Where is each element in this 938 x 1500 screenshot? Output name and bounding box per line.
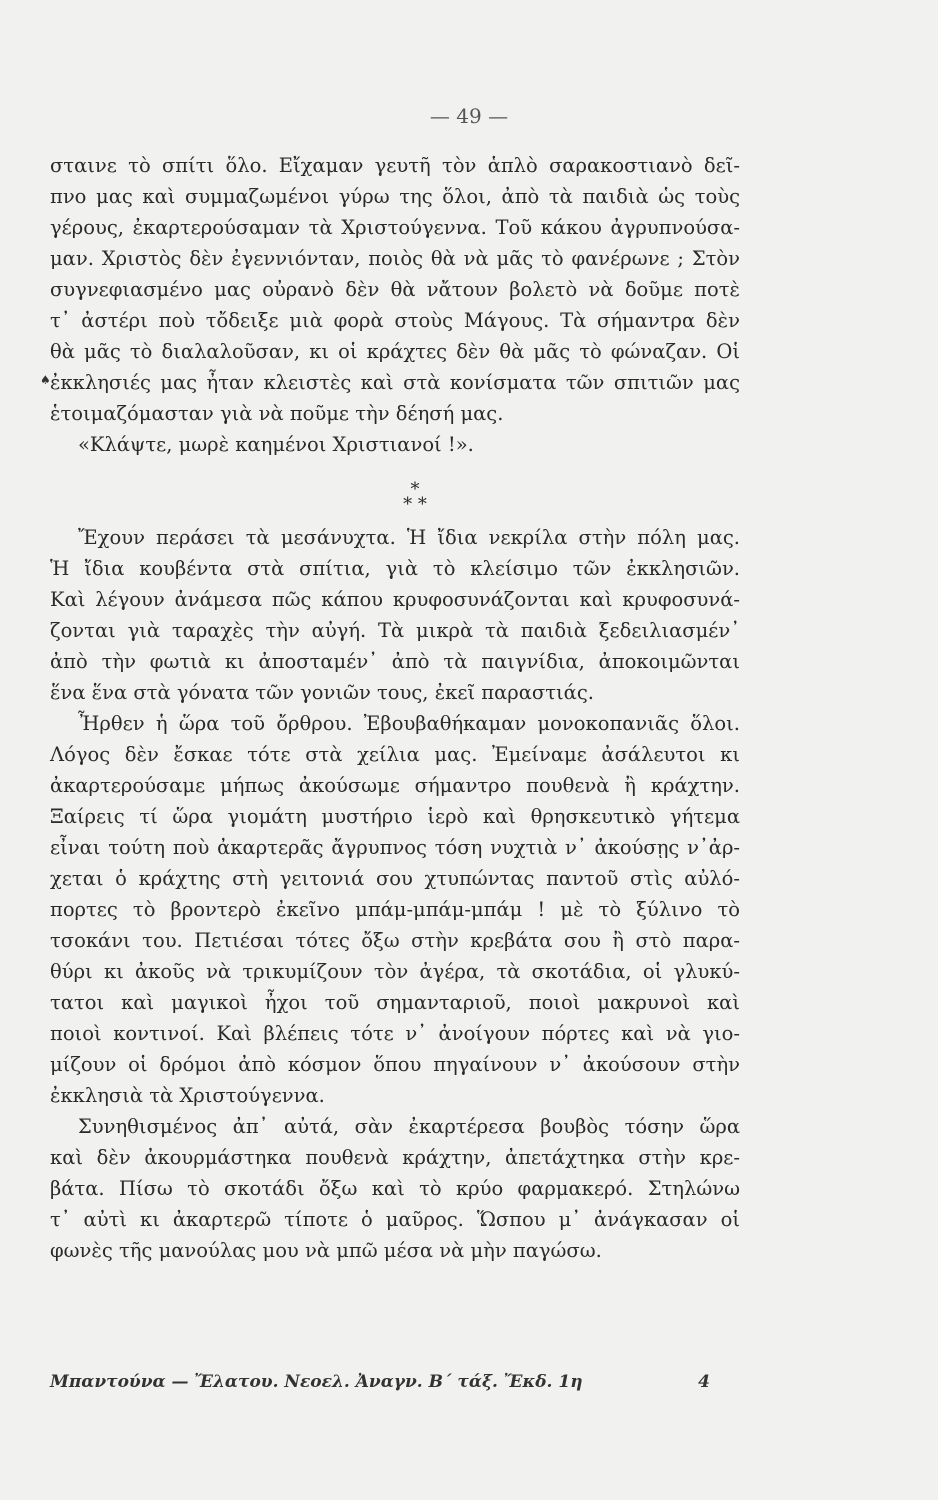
page-number: — 49 — <box>429 104 509 128</box>
text-line: γέρους, ἐκαρτερούσαμαν τὰ Χριστούγεννα. Τοῦ κάκου ἀγρυπνούσα- <box>50 216 740 239</box>
margin-mark: ♠ <box>40 373 51 387</box>
text-line: ἐκκλησιὰ τὰ Χριστούγεννα. <box>50 1084 325 1107</box>
text-line: Ἦρθεν ἡ ὥρα τοῦ ὄρθρου. Ἐβουβαθήκαμαν μονοκοπανιᾶς ὅλοι. <box>78 712 740 735</box>
text-line: Λόγος δὲν ἔσκαε τότε στὰ χείλια μας. Ἐμείναμε ἀσάλευτοι κι <box>50 743 740 766</box>
text-line: βάτα. Πίσω τὸ σκοτάδι ὄξω καὶ τὸ κρύο φαρμακερό. Στηλώνω <box>50 1177 740 1200</box>
text-line: μαν. Χριστὸς δὲν ἐγεννιόνταν, ποιὸς θὰ νὰ μᾶς τὸ φανέρωνε ; Στὸν <box>50 247 740 270</box>
paragraph-5 <box>50 1111 740 1266</box>
text-line: ἐκκλησιές μας ἦταν κλειστὲς καὶ στὰ κονίσματα τῶν σπιτιῶν μας <box>50 371 740 394</box>
text-line: φωνὲς τῆς μανούλας μου νὰ μπῶ μέσα νὰ μὴν παγώσω. <box>50 1239 602 1262</box>
text-line: ποιοὶ κοντινοί. Καὶ βλέπεις τότε ν᾿ ἀνοίγουν πόρτες καὶ νὰ γιο- <box>50 1022 740 1045</box>
text-line: Καὶ λέγουν ἀνάμεσα πῶς κάπου κρυφοσυνάζονται καὶ κρυφοσυνά- <box>50 588 740 611</box>
text-line: τσοκάνι του. Πετιέσαι τότες ὄξω στὴν κρεβάτα σου ἢ στὸ παρα- <box>50 929 740 952</box>
text-line: τατοι καὶ μαγικοὶ ἦχοι τοῦ σημανταριοῦ, ποιοὶ μακρυνοὶ καὶ <box>50 991 740 1014</box>
paragraph-3 <box>50 522 740 708</box>
text-line: ἕνα ἕνα στὰ γόνατα τῶν γονιῶν τους, ἐκεῖ παραστιάς. <box>50 681 594 704</box>
text-line: Ξαίρεις τί ὥρα γιομάτη μυστήριο ἱερὸ καὶ θρησκευτικὸ γήτεμα <box>50 805 740 828</box>
text-line: θύρι κι ἀκοῦς νὰ τρικυμίζουν τὸν ἀγέρα, τὰ σκοτάδια, οἱ γλυκύ- <box>50 960 740 983</box>
text-line: τ᾿ ἀστέρι ποὺ τὄδειξε μιὰ φορὰ στοὺς Μάγους. Τὰ σήμαντρα δὲν <box>50 309 740 332</box>
body-text <box>50 150 740 1266</box>
text-line: μίζουν οἱ δρόμοι ἀπὸ κόσμον ὅπου πηγαίνουν ν᾿ ἀκούσουν στὴν <box>50 1053 740 1076</box>
asterism-top: * <box>410 479 420 500</box>
text-line: ἀπὸ τὴν φωτιὰ κι ἀποσταμέν᾿ ἀπὸ τὰ παιγνίδια, ἀποκοιμῶνται <box>50 650 740 673</box>
text-line: θὰ μᾶς τὸ διαλαλοῦσαν, κι οἱ κράχτες δὲν θὰ μᾶς τὸ φώναζαν. Οἱ <box>50 340 740 363</box>
sheet-number: 4 <box>698 1372 710 1392</box>
text-line: καὶ δὲν ἀκουρμάστηκα πουθενὰ κράχτην, ἀπετάχτηκα στὴν κρε- <box>50 1146 740 1169</box>
paragraph-2: «Κλάψτε, μωρὲ καημένοι Χριστιανοί !». <box>78 433 474 456</box>
text-line: Ἔχουν περάσει τὰ μεσάνυχτα. Ἡ ἴδια νεκρίλα στὴν πόλη μας. <box>78 526 740 549</box>
text-line: πορτες τὸ βροντερὸ ἐκεῖνο μπάμ-μπάμ-μπάμ ! μὲ τὸ ξύλινο τὸ <box>50 898 740 921</box>
text-line: ἀκαρτερούσαμε μήπως ἀκούσωμε σήμαντρο πουθενὰ ἢ κράχτην. <box>50 774 740 797</box>
text-line: εἶναι τούτη ποὺ ἀκαρτερᾶς ἄγρυπνος τόση νυχτιὰ ν᾿ ἀκούσῃς ν᾿ἀρ- <box>50 836 740 859</box>
text-line: Συνηθισμένος ἀπ᾿ αὐτά, σὰν ἐκαρτέρεσα βουβὸς τόσην ὥρα <box>78 1115 740 1138</box>
text-line: Ἡ ἴδια κουβέντα στὰ σπίτια, γιὰ τὸ κλείσιμο τῶν ἐκκλησιῶν. <box>50 557 740 580</box>
paragraph-1 <box>50 150 740 429</box>
signature-text: Μπαντούνα — Ἔλατου. Νεοελ. Ἀναγν. Β΄ τάξ. Ἔκδ. 1η <box>50 1372 583 1392</box>
text-line: ζονται γιὰ ταραχὲς τὴν αὐγή. Τὰ μικρὰ τὰ παιδιὰ ξεδειλιασμέν᾿ <box>50 619 740 642</box>
printer-signature <box>50 1372 710 1392</box>
text-line: τ᾿ αὐτὶ κι ἀκαρτερῶ τίποτε ὁ μαῦρος. Ὥσπου μ᾿ ἀνάγκασαν οἱ <box>50 1208 740 1231</box>
text-line: συγνεφιασμένο μας οὐρανὸ δὲν θὰ νἄτουν βολετὸ νὰ δοῦμε ποτὲ <box>50 278 740 301</box>
text-line: χεται ὁ κράχτης στὴ γειτονιά σου χτυπώντας παντοῦ στὶς αὐλό- <box>50 867 740 890</box>
paragraph-4 <box>50 708 740 1111</box>
asterism-bottom: * * <box>403 494 427 515</box>
text-line: ἑτοιμαζόμασταν γιὰ νὰ ποῦμε τὴν δέησή μας. <box>50 402 504 425</box>
text-line: σταινε τὸ σπίτι ὅλο. Εἴχαμαν γευτῆ τὸν ἁπλὸ σαρακοστιανὸ δεῖ- <box>50 154 740 177</box>
section-separator <box>50 479 740 515</box>
text-line: πνο μας καὶ συμμαζωμένοι γύρω της ὅλοι, ἀπὸ τὰ παιδιὰ ὡς τοὺς <box>50 185 740 208</box>
